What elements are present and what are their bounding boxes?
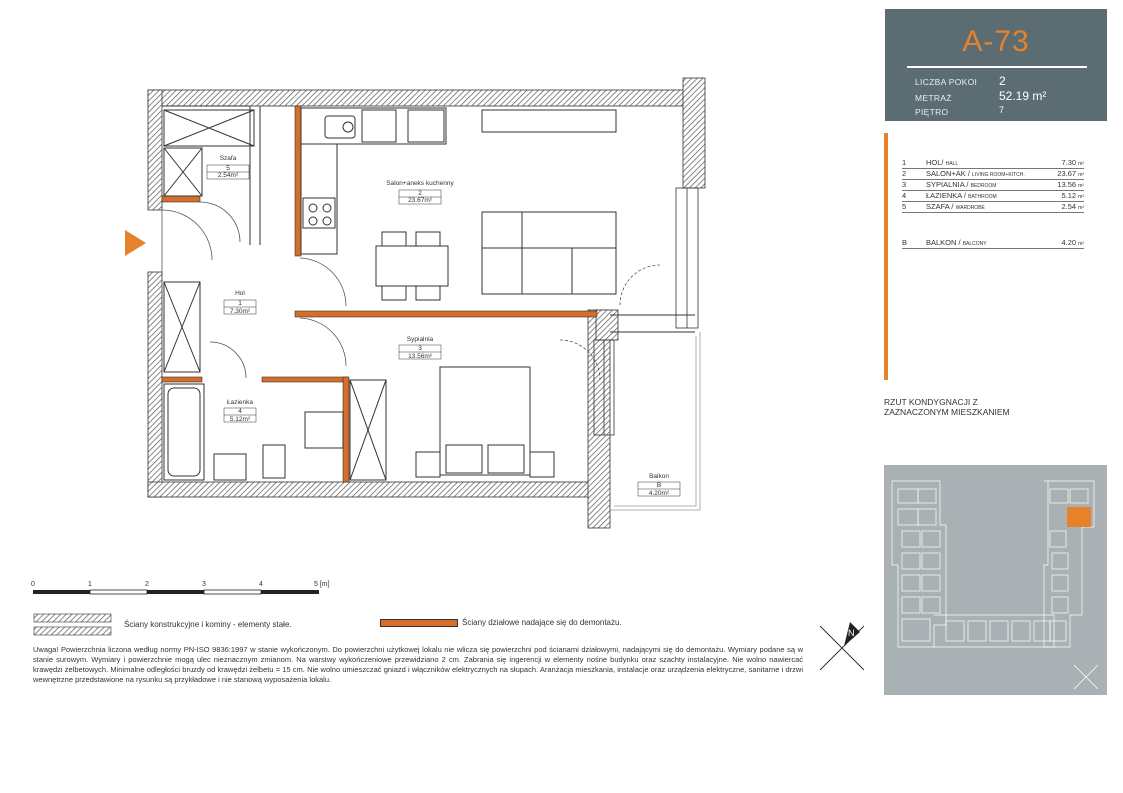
label-szafa-area: 2.54m² xyxy=(217,172,239,179)
room-area: 7.30 m² xyxy=(1061,158,1084,167)
room-name: SZAFA / WARDROBE xyxy=(926,202,985,211)
label-sypialnia-name: Sypialnia xyxy=(406,336,434,343)
label-sypialnia-area: 13.56m² xyxy=(408,353,432,360)
floor-label: PIĘTRO xyxy=(915,107,949,117)
room-num: 5 xyxy=(902,202,907,211)
disclaimer-note: Uwaga! Powierzchnia liczona według normy PN-ISO 9836:1997 w stanie wykończonym. Do powierzchni użytkowej lokalu nie wlicza się powierzchni pod ścianami działowymi, nadającymi się do demontażu. Wymiary podane są w stanie surowym. Wymiary i powierzchnie mogą ulec nieznacznym zmianom. Na warstwy wykończeniowe przewidziano 2 cm. Zabrania się ingerencji w elementy nośne budynku oraz szachty instalacyjne. Nie wolno nawiercać krawędzi żelbetowych. Minimalne odległości bruzdy od krawędzi żelbetu = 15 cm. Nie wolno umieszczać gniazd i włączników elektrycznych na słupach. Aranżacja mieszkania, instalacje oraz urządzenia elektryczne, sanitarne i drzwi wewnętrzne przedstawione na rysunku są przykładowe i nie stanową wyposażenia lokalu. xyxy=(33,645,803,684)
area-label: METRAŻ xyxy=(915,93,952,103)
room-name: SYPIALNIA / BEDROOM xyxy=(926,180,997,189)
room-name: ŁAZIENKA / BATHROOM xyxy=(926,191,997,200)
legend-structural-text: Ściany konstrukcyjne i kominy - elementy stałe. xyxy=(124,620,292,629)
accent-bar xyxy=(884,133,888,380)
scale-tick-0: 0 xyxy=(31,581,35,588)
unit-code: A-73 xyxy=(962,25,1030,58)
dining-table xyxy=(376,232,448,300)
label-szafa-num: 5 xyxy=(226,165,230,172)
highlighted-unit xyxy=(1067,507,1091,527)
label-salon-num: 2 xyxy=(418,190,422,197)
label-balkon-num: B xyxy=(656,482,662,489)
room-area: 13.56 m² xyxy=(1057,180,1084,189)
legend-removable-text: Ściany działowe nadające się do demontażu. xyxy=(462,618,622,627)
room-area: 5.12 m² xyxy=(1061,191,1084,200)
sofa xyxy=(482,212,616,294)
room-name: SALON+AK / LIVING ROOM+KITCH. xyxy=(926,169,1025,178)
wardrobe xyxy=(164,110,386,480)
key-plan-drawing xyxy=(884,465,1107,695)
room-area: 23.67 m² xyxy=(1057,169,1084,178)
room-name: BALKON / BALCONY xyxy=(926,238,987,247)
plan-caption-line-2: ZAZNACZONYM MIESZKANIEM xyxy=(884,407,1010,417)
interior-lines xyxy=(162,106,695,332)
room-num: 1 xyxy=(902,158,907,167)
label-lazienka-name: Łazienka xyxy=(226,399,254,406)
table-row xyxy=(902,201,1084,213)
plan-caption xyxy=(884,397,1064,417)
room-num: 3 xyxy=(902,180,907,189)
rooms-count-label: LICZBA POKOI xyxy=(915,77,978,87)
north-arrow-icon xyxy=(812,618,872,678)
scale-tick-4: 4 xyxy=(259,581,263,588)
label-hol-num: 1 xyxy=(238,300,242,307)
unit-header xyxy=(885,9,1107,121)
scale-tick-1: 1 xyxy=(88,581,92,588)
entrance-arrow-icon xyxy=(125,230,146,256)
plan-caption-line-1: RZUT KONDYGNACJI Z xyxy=(884,397,978,407)
svg-text:N: N xyxy=(848,628,855,638)
label-lazienka-num: 4 xyxy=(238,408,242,415)
scale-tick-3: 3 xyxy=(202,581,206,588)
bathroom-fixtures xyxy=(164,384,343,480)
label-salon-name: Salon+aneks kuchenny xyxy=(386,180,454,187)
room-num: B xyxy=(902,238,908,247)
scale-tick-2: 2 xyxy=(145,581,149,588)
room-area: 4.20 m² xyxy=(1061,238,1084,247)
room-num: 4 xyxy=(902,191,907,200)
rooms-count-value: 2 xyxy=(999,74,1006,88)
room-area: 2.54 m² xyxy=(1061,202,1084,211)
room-name: HOL/ HALL xyxy=(926,158,959,167)
balcony-outline xyxy=(610,332,700,510)
header-divider xyxy=(907,66,1087,68)
area-value: 52.19 m² xyxy=(999,89,1047,103)
label-szafa-name: Szafa xyxy=(219,155,237,162)
label-hol-name: Hol xyxy=(235,290,245,297)
legend-structural-swatch xyxy=(33,613,113,639)
scale-bar xyxy=(30,588,330,602)
bed xyxy=(416,367,554,477)
label-balkon-name: Balkon xyxy=(649,473,669,480)
kitchen xyxy=(301,108,616,254)
room-num: 2 xyxy=(902,169,907,178)
label-balkon-area: 4.20m² xyxy=(648,490,670,497)
legend-removable-swatch xyxy=(380,619,458,627)
floor-value: 7 xyxy=(999,105,1005,115)
key-plan xyxy=(884,465,1107,695)
table-row xyxy=(902,237,1084,249)
label-lazienka-area: 5.12m² xyxy=(229,416,251,423)
label-hol-area: 7.30m² xyxy=(229,308,251,315)
label-sypialnia-num: 3 xyxy=(418,345,422,352)
scale-tick-5: 5 [m] xyxy=(314,581,330,588)
label-salon-area: 23.67m² xyxy=(408,197,432,204)
